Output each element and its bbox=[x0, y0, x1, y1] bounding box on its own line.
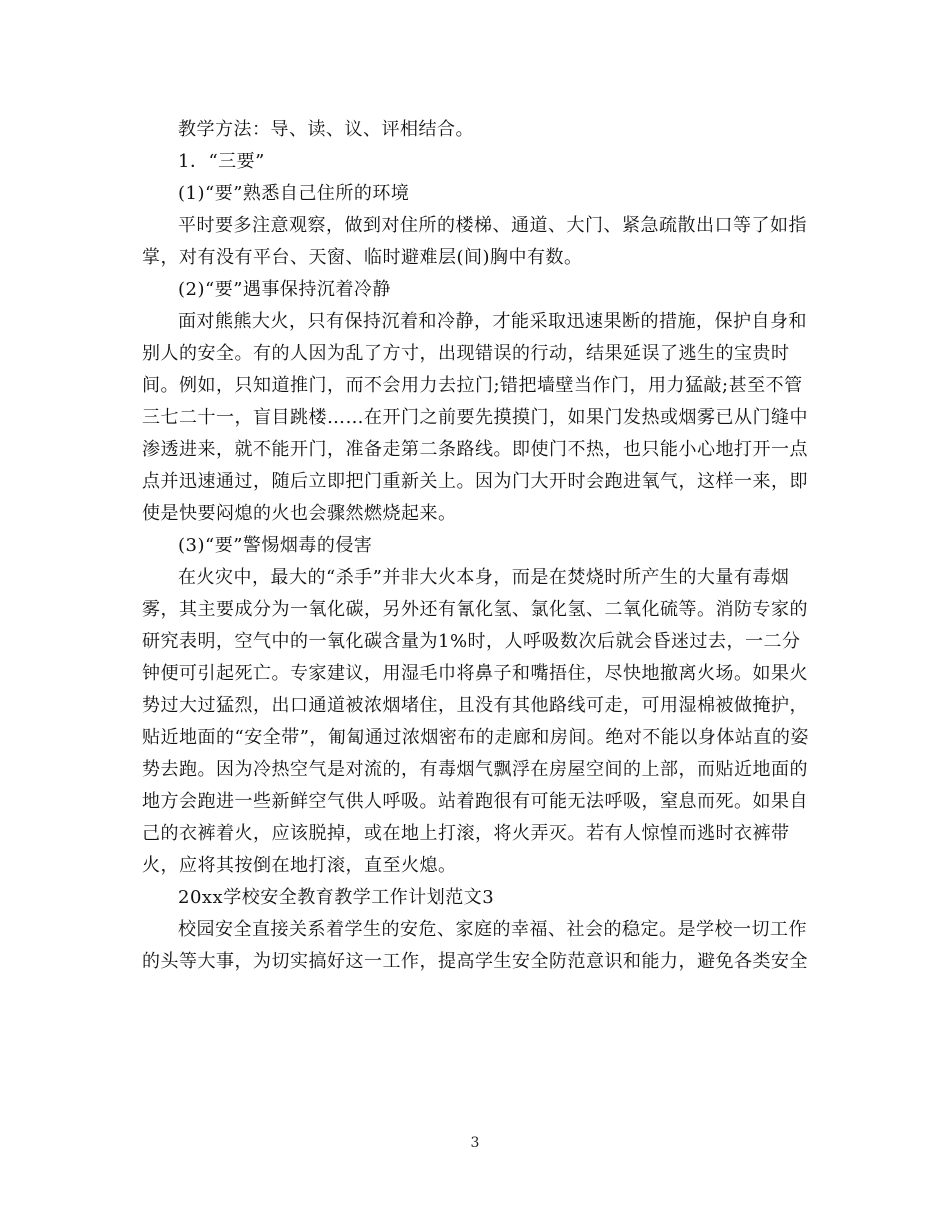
text-line-5: 掌，对有没有平台、天窗、临时避难层(间)胸中有数。 bbox=[142, 247, 583, 268]
section-title-plan-3: 20xx学校安全教育教学工作计划范文3 bbox=[178, 887, 495, 908]
text-line-7: 面对熊熊大火，只有保持沉着和冷静，才能采取迅速果断的措施，保护自身和 bbox=[178, 311, 807, 332]
text-line-23: 己的衣裤着火，应该脱掉，或在地上打滚，将火弄灭。若有人惊惶而逃时衣裤带 bbox=[142, 823, 790, 844]
text-line-13: 使是快要闷熄的火也会骤然燃烧起来。 bbox=[142, 503, 457, 524]
text-line-19: 势过大过猛烈，出口通道被浓烟堵住，且没有其他路线可走，可用湿棉被做掩护， bbox=[142, 695, 808, 716]
page-number: 3 bbox=[470, 1135, 480, 1151]
text-line-24: 火，应将其按倒在地打滚，直至火熄。 bbox=[142, 855, 457, 876]
subheading-1: (1)“要”熟悉自己住所的环境 bbox=[178, 183, 410, 204]
text-line-9: 间。例如，只知道推门，而不会用力去拉门;错把墙壁当作门，用力猛敲;甚至不管 bbox=[142, 375, 803, 396]
text-line-16: 雾，其主要成分为一氧化碳，另外还有氰化氢、氯化氢、二氧化硫等。消防专家的 bbox=[142, 599, 808, 620]
text-line-15: 在火灾中，最大的“杀手”并非大火本身，而是在焚烧时所产生的大量有毒烟 bbox=[178, 567, 790, 588]
text-line-1: 教学方法：导、读、议、评相结合。 bbox=[178, 119, 474, 140]
text-line-4: 平时要多注意观察，做到对住所的楼梯、通道、大门、紧急疏散出口等了如指 bbox=[178, 215, 807, 236]
subheading-3: (3)“要”警惕烟毒的侵害 bbox=[178, 535, 373, 556]
text-line-20: 贴近地面的“安全带”，匍匐通过浓烟密布的走廊和房间。绝对不能以身体站直的姿 bbox=[142, 727, 809, 748]
text-line-12: 点并迅速通过，随后立即把门重新关上。因为门大开时会跑进氧气，这样一来，即 bbox=[142, 471, 808, 492]
text-line-8: 别人的安全。有的人因为乱了方寸，出现错误的行动，结果延误了逃生的宝贵时 bbox=[142, 343, 790, 364]
text-line-27: 的头等大事，为切实搞好这一工作，提高学生安全防范意识和能力，避免各类安全 bbox=[142, 951, 808, 972]
subheading-2: (2)“要”遇事保持沉着冷静 bbox=[178, 279, 391, 300]
text-line-11: 渗透进来，就不能开门，准备走第二条路线。即使门不热，也只能小心地打开一点 bbox=[142, 439, 808, 460]
text-line-18: 钟便可引起死亡。专家建议，用湿毛巾将鼻子和嘴捂住，尽快地撤离火场。如果火 bbox=[142, 663, 808, 684]
section-heading-three-musts: 1．“三要” bbox=[178, 151, 265, 172]
document-body bbox=[142, 114, 810, 978]
text-line-26: 校园安全直接关系着学生的安危、家庭的幸福、社会的稳定。是学校一切工作 bbox=[178, 919, 807, 940]
text-line-22: 地方会跑进一些新鲜空气供人呼吸。站着跑很有可能无法呼吸，窒息而死。如果自 bbox=[142, 791, 808, 812]
text-line-21: 势去跑。因为冷热空气是对流的，有毒烟气飘浮在房屋空间的上部，而贴近地面的 bbox=[142, 759, 808, 780]
text-line-17: 研究表明，空气中的一氧化碳含量为1%时，人呼吸数次后就会昏迷过去，一二分 bbox=[142, 631, 801, 652]
text-line-10: 三七二十一，盲目跳楼……在开门之前要先摸摸门，如果门发热或烟雾已从门缝中 bbox=[142, 407, 808, 428]
